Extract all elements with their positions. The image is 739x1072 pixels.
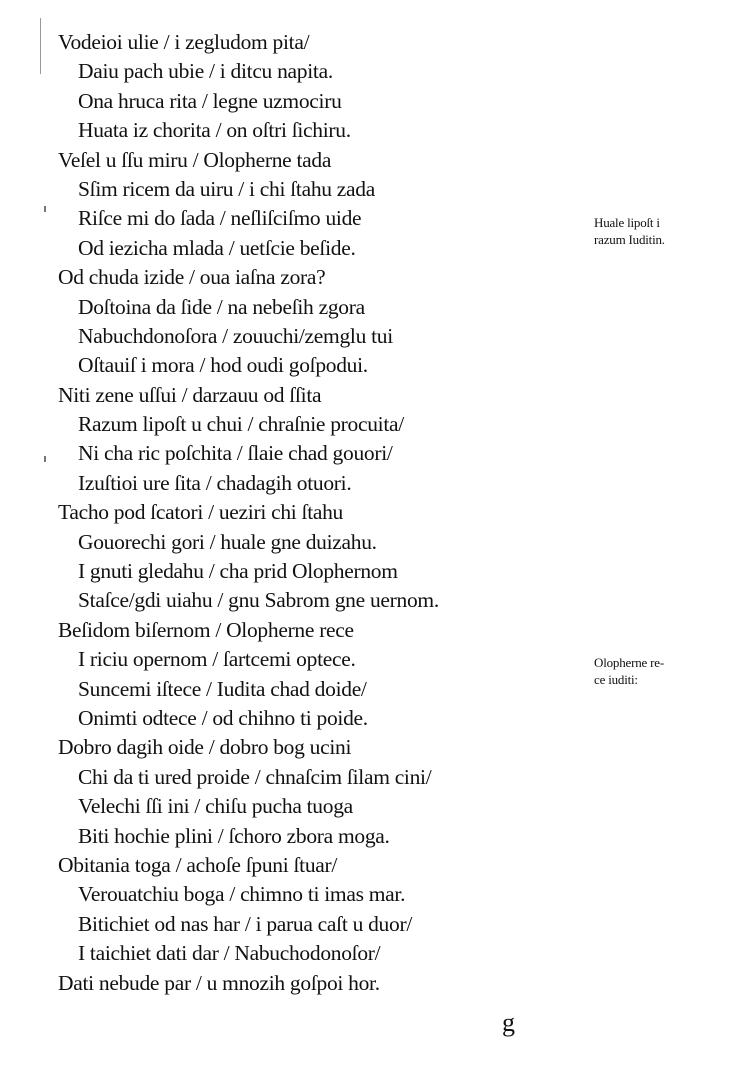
margin-note-line: razum Iuditin. (594, 232, 665, 247)
verse-line: I riciu opernom / ſartcemi optece. (78, 647, 356, 672)
verse-line: Onimti odtece / od chihno ti poide. (78, 705, 368, 730)
verse-line: Tacho pod ſcatori / ueziri chi ſtahu (58, 500, 344, 525)
verse-line: Beſidom biſernom / Olopherne rece (58, 617, 354, 642)
verse-line: Suncemi iſtece / Iudita chad doide/ (78, 676, 367, 701)
verse-line: Razum lipoſt u chui / chraſnie procuita/ (78, 412, 404, 437)
verse-line: Ona hruca rita / legne uzmociru (78, 88, 342, 113)
verse-line: Dobro dagih oide / dobro bog ucini (58, 735, 352, 760)
verse-line: Ni cha ric poſchita / ſlaie chad gouori/ (78, 441, 393, 466)
gutter-mark (40, 18, 51, 74)
verse-line: Verouatchiu boga / chimno ti imas mar. (78, 882, 406, 907)
verse-line: I taichiet dati dar / Nabuchodonoſor/ (78, 941, 381, 966)
margin-note (594, 214, 734, 248)
verse-line: Sſim ricem da uiru / i chi ſtahu zada (78, 176, 375, 201)
verse-line: Bitichiet od nas har / i parua caſt u duor/ (78, 911, 412, 936)
verse-line: Velechi ſſi ini / chiſu pucha tuoga (78, 794, 353, 819)
margin-note-line: Olopherne re- (594, 655, 664, 670)
margin-note (594, 654, 734, 688)
margin-note-line: ce iuditi: (594, 672, 638, 687)
margin-note-line: Huale lipoſt i (594, 215, 660, 230)
gutter-speck (44, 206, 46, 212)
verse-line: Gouorechi gori / huale gne duizahu. (78, 529, 377, 554)
verse-line: Riſce mi do ſada / neſliſciſmo uide (78, 206, 362, 231)
verse-line: Nabuchdonoſora / zouuchi/zemglu tui (78, 323, 393, 348)
verse-line: Veſel u ſſu miru / Olopherne tada (58, 147, 332, 172)
gutter-speck (44, 456, 46, 462)
signature-mark: g (502, 1008, 515, 1037)
verse-line: Chi da ti ured proide / chnaſcim ſilam cini/ (78, 764, 432, 789)
poem-text (58, 28, 578, 998)
verse-line: Obitania toga / achoſe ſpuni ſtuar/ (58, 852, 338, 877)
verse-line: Dati nebude par / u mnozih goſpoi hor. (58, 970, 380, 995)
verse-line: Od chuda izide / oua iaſna zora? (58, 265, 326, 290)
verse-line: Niti zene uſſui / darzauu od ſſita (58, 382, 322, 407)
verse-line: Oſtauiſ i mora / hod oudi goſpodui. (78, 353, 368, 378)
verse-line: Od iezicha mlada / uetſcie beſide. (78, 235, 356, 260)
verse-line: Doſtoina da ſide / na nebeſih zgora (78, 294, 365, 319)
verse-line: Daiu pach ubie / i ditcu napita. (78, 59, 333, 84)
verse-line: Izuſtioi ure ſita / chadagih otuori. (78, 470, 352, 495)
verse-line: I gnuti gledahu / cha prid Olophernom (78, 559, 398, 584)
verse-line: Vodeioi ulie / i zegludom pita/ (58, 30, 310, 54)
verse-line: Biti hochie plini / ſchoro zbora moga. (78, 823, 390, 848)
verse-line: Huata iz chorita / on oſtri ſichiru. (78, 118, 351, 143)
verse-line: Staſce/gdi uiahu / gnu Sabrom gne uernom. (78, 588, 439, 613)
